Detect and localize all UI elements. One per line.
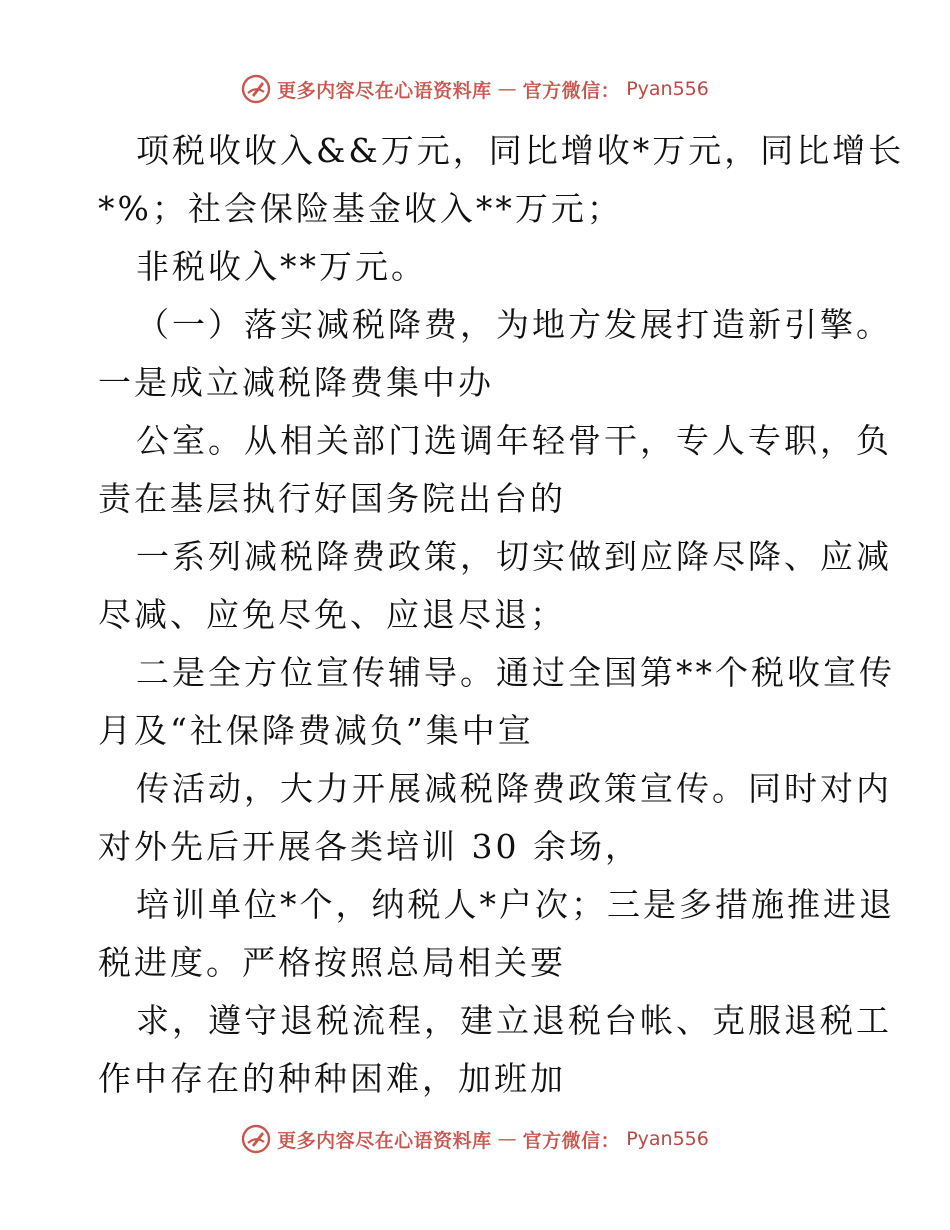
document-body: [98, 122, 905, 1108]
text-line: 月及“社保降费减负”集中宣: [98, 711, 534, 750]
text-line: 对外先后开展各类培训 30 余场，: [98, 827, 641, 866]
watermark-main-text: 更多内容尽在心语资料库: [277, 1129, 492, 1152]
text-line: 公室。从相关部门选调年轻骨干，专人专职，负: [136, 421, 892, 460]
watermark-separator: —: [497, 78, 517, 100]
text-line: 非税收入**万元。: [136, 247, 427, 286]
watermark-account: Pyan556: [626, 1128, 709, 1150]
text-line: 求，遵守退税流程，建立退税台帐、克服退税工: [136, 1001, 892, 1040]
text-line: 培训单位*个，纳税人*户次；三是多措施推进退: [136, 885, 895, 924]
text-line: 税进度。严格按照总局相关要: [98, 943, 566, 982]
watermark-account: Pyan556: [626, 78, 709, 100]
text-line: 尽减、应免尽免、应退尽退；: [98, 595, 566, 634]
watermark-label: 官方微信：: [522, 79, 621, 102]
text-line: 作中存在的种种困难，加班加: [98, 1059, 566, 1098]
text-line: 项税收收入&&万元，同比增收*万元，同比增长: [136, 131, 905, 170]
header-watermark: [0, 74, 950, 104]
text-line: 责在基层执行好国务院出台的: [98, 479, 566, 518]
footer-watermark: [0, 1124, 950, 1154]
text-line: 二是全方位宣传辅导。通过全国第**个税收宣传: [136, 653, 895, 692]
watermark-separator: —: [497, 1128, 517, 1150]
text-line: *%；社会保险基金收入**万元；: [98, 189, 623, 228]
watermark-label: 官方微信：: [522, 1129, 621, 1152]
text-line: 传活动，大力开展减税降费政策宣传。同时对内: [136, 769, 892, 808]
text-line: （一）落实减税降费，为地方发展打造新引擎。: [136, 305, 892, 344]
watermark-main-text: 更多内容尽在心语资料库: [277, 79, 492, 102]
text-line: 一系列减税降费政策，切实做到应降尽降、应减: [136, 537, 892, 576]
text-line: 一是成立减税降费集中办: [98, 363, 494, 402]
book-pen-logo-icon: [241, 1124, 271, 1154]
book-pen-logo-icon: [241, 74, 271, 104]
